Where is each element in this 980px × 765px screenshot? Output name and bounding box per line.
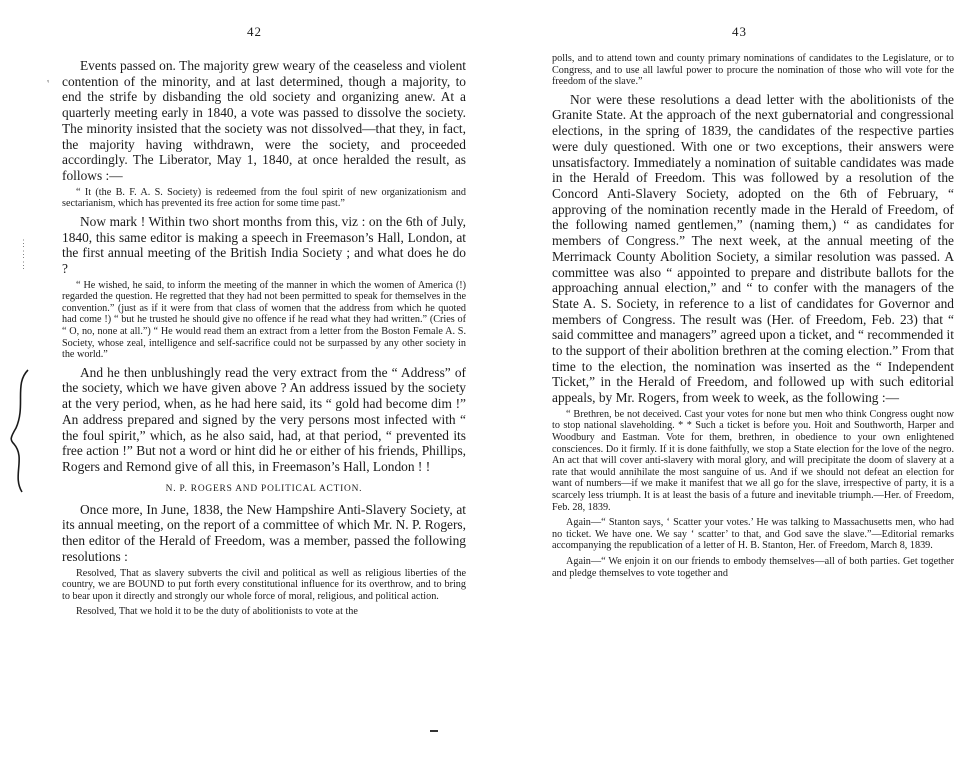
quotation: Again—“ We enjoin it on our friends to embody themselves—all of both parties. Get together and pledge themselves to vote together and — [552, 555, 954, 579]
margin-bracket-mark — [6, 366, 36, 496]
paragraph: Events passed on. The majority grew weary of the ceaseless and violent contention of the minority, and at last determined, though a majority, to end the strife by disbanding the old society and organizing anew. At a quarterly meeting early in 1840, a vote was passed to dissolve the society. The minority insisted that the society was not dissolved—that they, in fact, the majority having withdrawn, were the society, and proceeded accordingly. The Liberator, May 1, 1840, at once heralded the result, as follows :— — [62, 58, 466, 183]
resolution: Resolved, That as slavery subverts the civil and political as well as religious liberties of the country, we are BOUND to put forth every constitutional influence for its overthrow, and to bring to bear upon it directly and strongly our whole force of moral, religious, and political action. — [62, 567, 466, 602]
margin-tick-mark: ′ — [46, 77, 53, 91]
page-number-right: 43 — [732, 24, 747, 39]
resolution: Resolved, That we hold it to be the duty of abolitionists to vote at the — [76, 606, 358, 618]
section-heading: N. P. ROGERS AND POLITICAL ACTION. — [165, 483, 363, 494]
right-page — [490, 0, 980, 765]
quotation: “ Brethren, be not deceived. Cast your votes for none but men who think Congress ought now to stop national slaveholding. * * Such a ticket is before you. Hoit and Southworth, Harper and Woodbury and Eastman. Vote for them, brethren, in obedience to your own enlightened consciences. Do it firmly. If it is done faithfully, we stop a State election for the love of the negro. An act that will cover anti-slavery with moral glory, and will precipitate the doom of slavery at a rate that would annihilate the most sanguine of us. And if we should not defeat an election for want of numbers—if we make it manifest that we all go for the slave, irrespective of party, it is a scarcely less triumph. It is at least the basis of a future and inevitable triumph.—Her. of Freedom, Feb. 28, 1839. — [552, 408, 954, 513]
quotation: “ It (the B. F. A. S. Society) is redeemed from the foul spirit of new organizationism and sectarianism, which has prevented its free action for some time past.” — [62, 186, 466, 210]
left-text-column — [62, 58, 466, 622]
bottom-mark — [430, 730, 438, 732]
paragraph: Nor were these resolutions a dead letter with the abolitionists of the Granite State. At the approach of the next gubernatorial and congressional elections, in the spring of 1839, the candidates of the respective parties were duly questioned. With one or two exceptions, their answers were unsatisfactory. Immediately a nomination of suitable candidates was made in the Herald of Freedom. This was followed by a resolution of the Concord Anti-Slavery Society, adopted on the 6th of February, “ approving of the nomination recently made in the Herald of Freedom, of the following named gentlemen,” (naming them,) “ as candidates for members of Congress.” The next week, at the annual meeting of the Merrimack County Abolition Society, a similar resolution was passed. A committee was also “ appointed to prepare and distribute ballots for the approaching annual election,” and “ to confer with the managers of the State A. S. Society, in reference to a list of candidates for Governor and members of Congress. The result was (Her. of Freedom, Feb. 23) that “ said committee and managers” agreed upon a ticket, and “ recommended it to the support of their abolition brethren at the coming election.” From that time to the election, the nomination was inserted as the “ Independent Ticket,” in the Herald of Freedom, and followed up with such editorial appeals, by Mr. Rogers, from week to week, as the following :— — [552, 91, 954, 406]
quotation: Again—“ Stanton says, ‘ Scatter your votes.’ He was talking to Massachusetts men, who had no ticket. We have one. We say ‘ scatter’ to that, and God save the slave.”—Editorial remarks accompanying the republication of a letter of H. B. Stanton, Her. of Freedom, March 8, 1839. — [552, 517, 954, 552]
quotation: “ He wished, he said, to inform the meeting of the manner in which the women of America (!) regarded the question. He regretted that they had not been permitted to speak for themselves in the convention.” (just as if it were from that class of women that the address from which he quoted had come !) “ but he trusted he should give no offence if he read what they had written.” (Cries of “ O, no, none at all.”) “ He would read them an extract from a letter from the Boston Female A. S. Society, whose zeal, intelligence and self-sacrifice could not be surpassed by any other society in the world.” — [62, 279, 466, 361]
quotation-continued: polls, and to attend town and county primary nominations of candidates to the Legislature, or to Congress, and to use all lawful power to procure the nomination of those who will vote for the freedom of the slave.” — [552, 53, 954, 88]
page-number-left: 42 — [247, 24, 262, 39]
paragraph: Once more, In June, 1838, the New Hampshire Anti-Slavery Society, at its annual meeting, on the report of a committee of which Mr. N. P. Rogers, then editor of the Herald of Freedom, was a member, passed the following resolutions : — [62, 501, 466, 564]
paragraph: Now mark ! Within two short months from this, viz : on the 6th of July, 1840, this same editor is making a speech in Freemason’s Hall, London, at the first annual meeting of the British India Society ; and what does he do ? — [62, 213, 466, 276]
right-text-column — [552, 50, 954, 583]
margin-dots: ⋮ ⋮ ⋮ — [19, 238, 29, 270]
paragraph: And he then unblushingly read the very extract from the “ Address” of the society, which we have given above ? An address issued by the society at the very period, when, as he had here said, its “ gold had become dim !” An address prepared and signed by the very persons most infected with “ the foul spirit,” which, as he also said, had, at that period, “ prevented its free action !” But not a word or hint did he or either of his friends, Phillips, Rogers and Remond give of all this, in Freemason’s Hall, London ! ! — [62, 364, 466, 474]
